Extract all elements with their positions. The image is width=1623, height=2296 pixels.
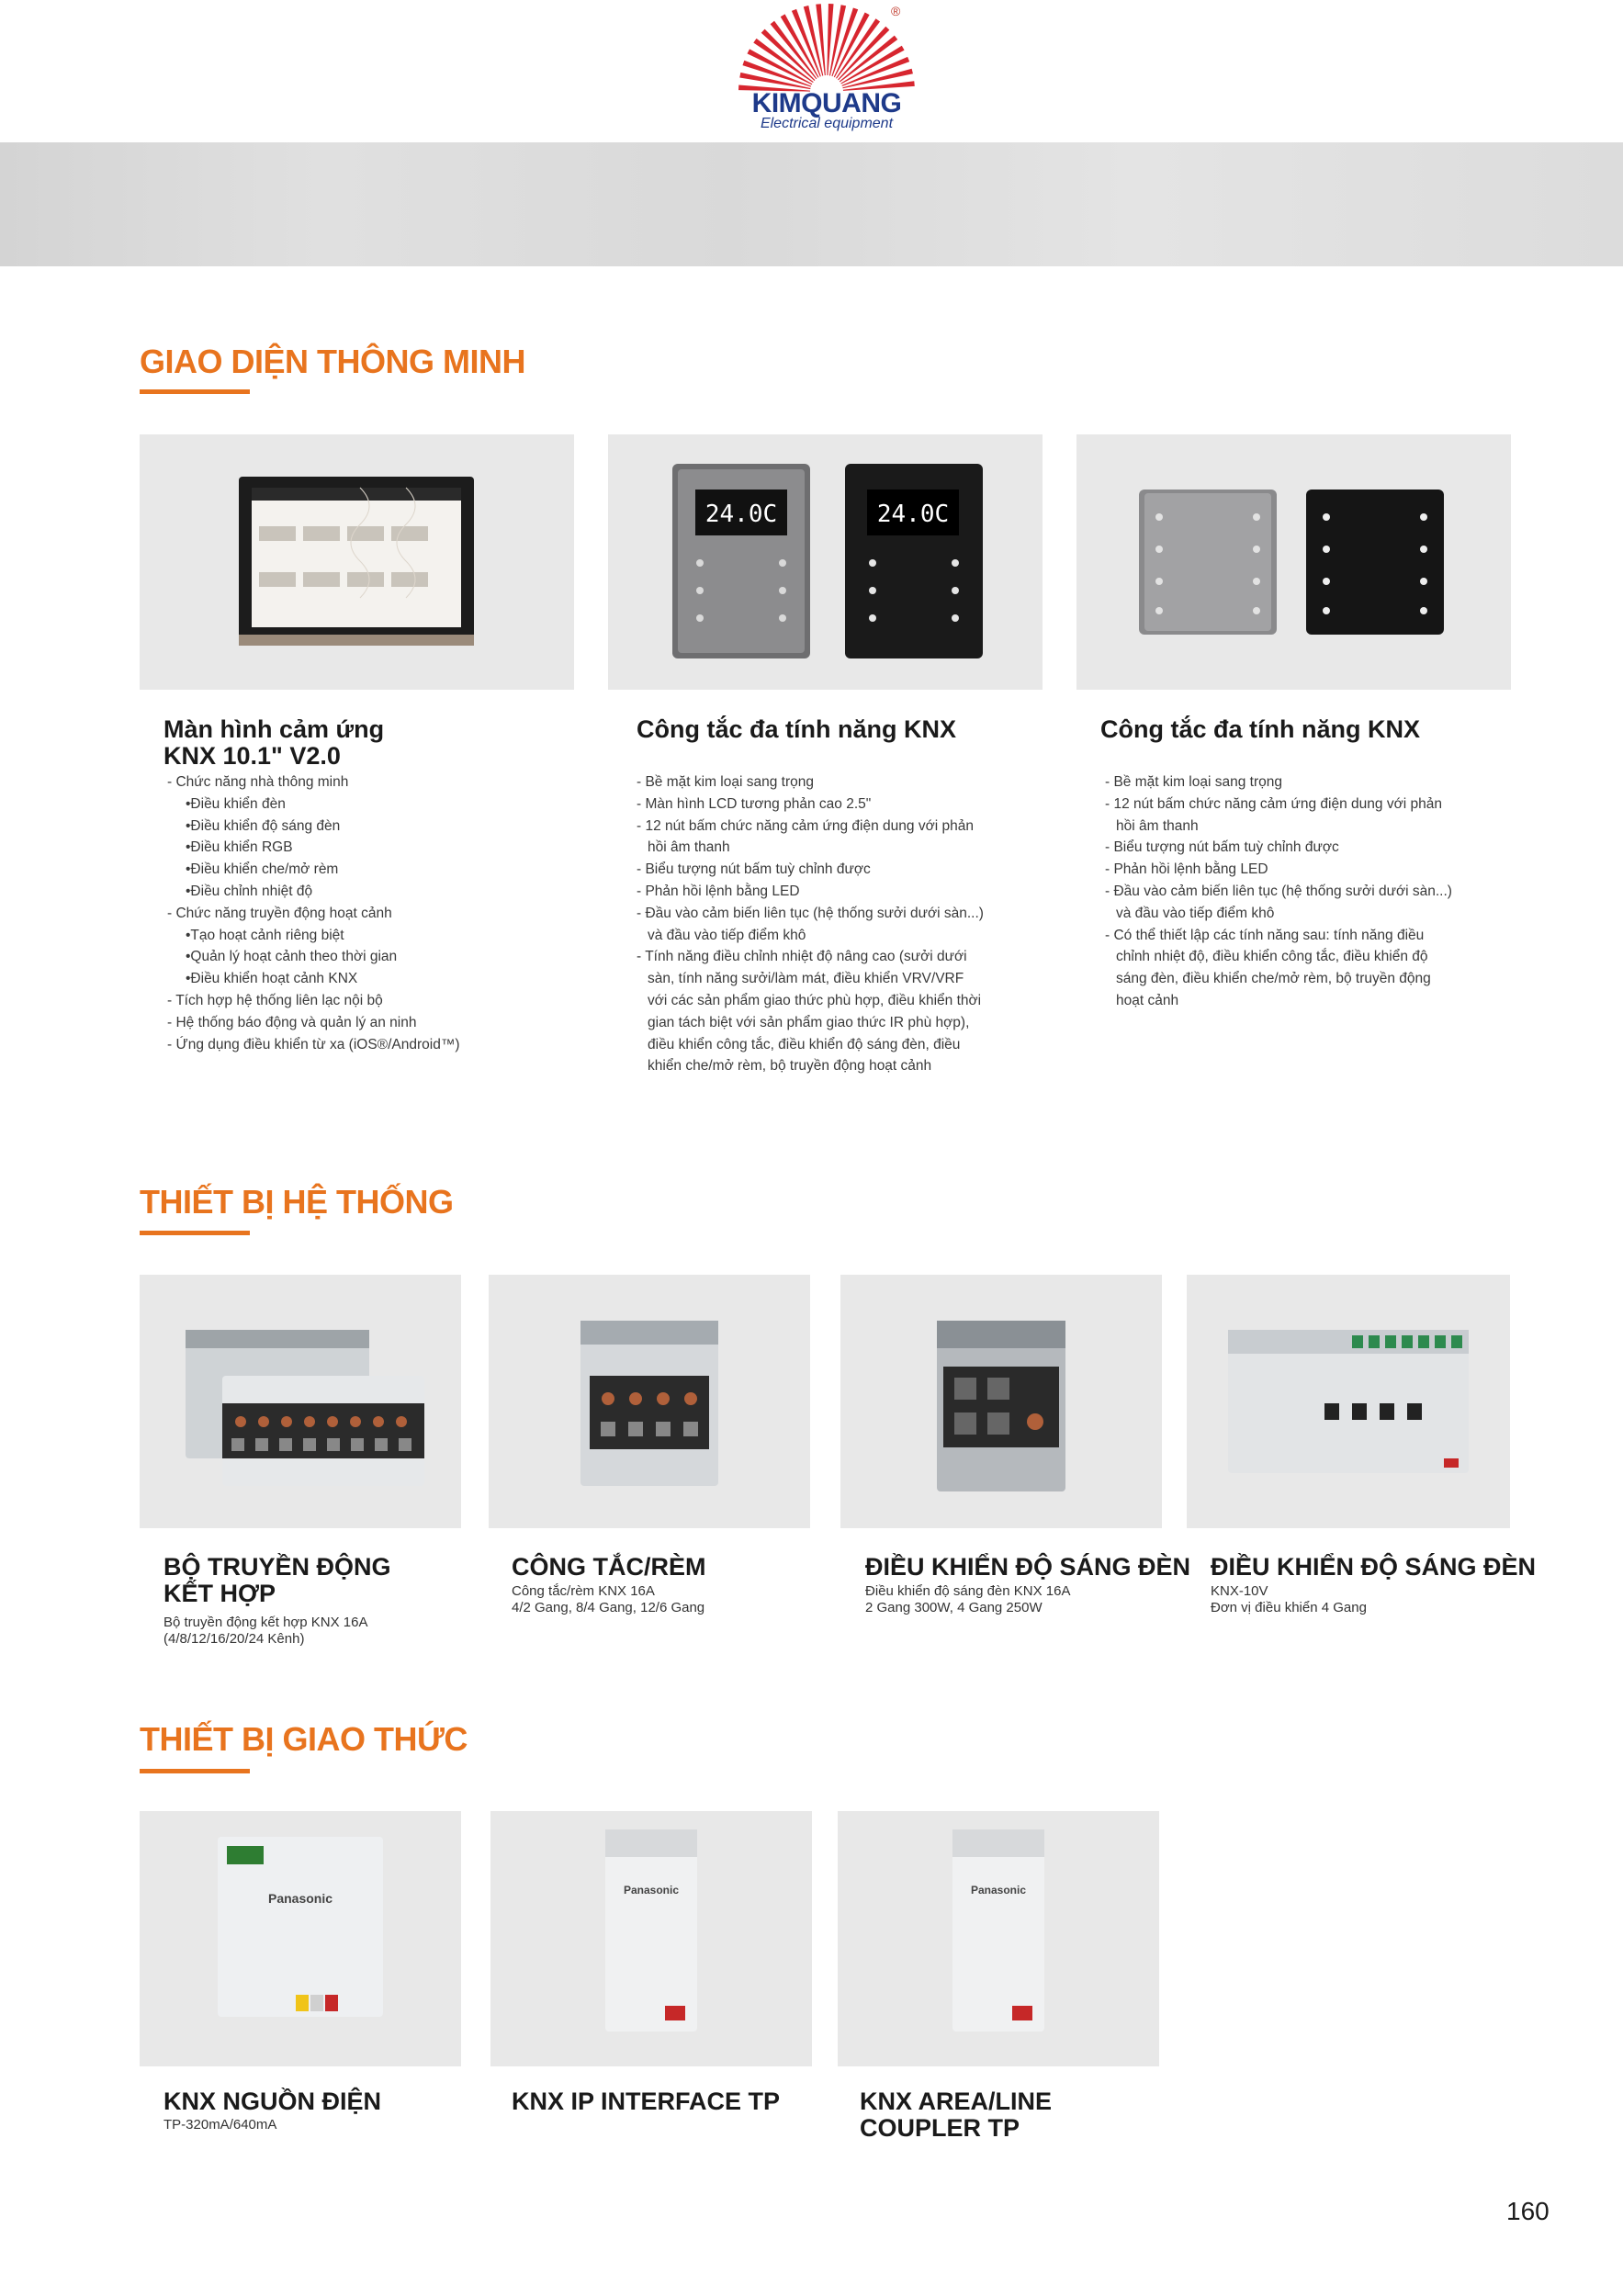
knx-switch-lcd-image — [608, 434, 1043, 690]
feature-line: - Biểu tượng nút bấm tuỳ chỉnh được — [637, 861, 871, 878]
feature-line: hồi âm thanh — [648, 839, 730, 856]
section-underline — [140, 389, 250, 394]
feature-line: sáng đèn, điều khiển che/mở rèm, bộ truyền động — [1116, 971, 1431, 987]
feature-line: hồi âm thanh — [1116, 817, 1199, 834]
feature-line: hoạt cảnh — [1116, 992, 1179, 1008]
knx-switch-title: Công tắc đa tính năng KNX — [1100, 715, 1420, 743]
feature-line: - 12 nút bấm chức năng cảm ứng điện dung với phản — [637, 817, 974, 834]
section-title-system: THIẾT BỊ HỆ THỐNG — [140, 1183, 454, 1221]
registered-mark: ® — [891, 4, 901, 18]
dimmer-10v-image — [1187, 1275, 1510, 1528]
feature-line: chỉnh nhiệt độ, điều khiển công tắc, điều khiển độ — [1116, 949, 1428, 965]
company-logo — [716, 0, 937, 136]
svg-text:Panasonic: Panasonic — [623, 1884, 680, 1896]
feature-line: •Điều khiển đèn — [186, 795, 286, 812]
feature-line: •Điều chỉnh nhiệt độ — [186, 883, 313, 899]
knx-switch-lcd-title: Công tắc đa tính năng KNX — [637, 715, 956, 743]
coupler-title: KNX AREA/LINE COUPLER TP — [860, 2088, 1053, 2142]
combination-actuator-image — [140, 1275, 461, 1528]
feature-line: - Chức năng truyền động hoạt cảnh — [167, 905, 392, 921]
feature-line: - Phản hồi lệnh bằng LED — [637, 883, 800, 899]
feature-line: - 12 nút bấm chức năng cảm ứng điện dung với phản — [1105, 795, 1442, 812]
knx-switch-lcd-features — [637, 771, 984, 1077]
feature-line: - Đầu vào cảm biến liên tục (hệ thống sưởi dưới sàn...) — [1105, 883, 1452, 899]
feature-line: - Tính năng điều chỉnh nhiệt độ nâng cao (sưởi dưới — [637, 949, 967, 965]
feature-line: - Ứng dụng điều khiển từ xa (iOS®/Android™) — [167, 1036, 460, 1052]
switch-blind-subtitle: Công tắc/rèm KNX 16A 4/2 Gang, 8/4 Gang, 12/6 Gang — [512, 1583, 705, 1615]
feature-line: sàn, tính năng sưởi/làm mát, điều khiển VRV/VRF — [648, 971, 964, 987]
panasonic-label: Panasonic — [267, 1891, 333, 1906]
logo-brand-text: KIMQUANG — [751, 88, 902, 118]
feature-line: •Điều khiển hoạt cảnh KNX — [186, 971, 358, 987]
section-title-protocol: THIẾT BỊ GIAO THỨC — [140, 1720, 468, 1758]
dimmer-subtitle: Điều khiển độ sáng đèn KNX 16A 2 Gang 300W, 4 Gang 250W — [865, 1583, 1071, 1615]
lcd-temp-text: 24.0C — [704, 501, 778, 528]
svg-text:24.0C: 24.0C — [876, 501, 950, 528]
switch-blind-image — [489, 1275, 810, 1528]
feature-line: - Phản hồi lệnh bằng LED — [1105, 861, 1268, 878]
feature-line: - Có thể thiết lập các tính năng sau: tính năng điều — [1105, 927, 1425, 943]
feature-line: •Quản lý hoạt cảnh theo thời gian — [186, 949, 398, 965]
feature-line: khiển che/mở rèm, bộ truyền động hoạt cảnh — [648, 1058, 932, 1075]
feature-line: - Màn hình LCD tương phản cao 2.5" — [637, 795, 872, 812]
header-banner — [0, 142, 1623, 266]
feature-line: - Đầu vào cảm biến liên tục (hệ thống sưởi dưới sàn...) — [637, 905, 984, 921]
switch-blind-title: CÔNG TẮC/RÈM — [512, 1553, 706, 1581]
dimmer-title: ĐIỀU KHIỂN ĐỘ SÁNG ĐÈN — [865, 1553, 1191, 1581]
section-underline — [140, 1231, 250, 1235]
feature-line: gian tách biệt với sản phẩm giao thức IR phù hợp), — [648, 1014, 970, 1030]
touch-panel-title: Màn hình cảm ứng KNX 10.1" V2.0 — [163, 715, 385, 770]
sunburst-logo-icon — [716, 0, 937, 92]
section-underline — [140, 1769, 250, 1773]
knx-switch-features — [1105, 771, 1452, 1012]
feature-line: và đầu vào tiếp điểm khô — [648, 927, 806, 943]
combination-actuator-title: BỘ TRUYỀN ĐỘNG KẾT HỢP — [163, 1553, 391, 1607]
feature-line: với các sản phẩm giao thức phù hợp, điều khiển thời — [648, 992, 982, 1008]
feature-line: - Biểu tượng nút bấm tuỳ chỉnh được — [1105, 839, 1339, 856]
feature-line: •Điều khiển RGB — [186, 839, 293, 856]
feature-line: - Hệ thống báo động và quản lý an ninh — [167, 1014, 417, 1030]
feature-line: •Điều khiển che/mở rèm — [186, 861, 339, 878]
feature-line: •Tạo hoạt cảnh riêng biệt — [186, 927, 344, 943]
dimmer-image — [840, 1275, 1162, 1528]
feature-line: - Bề mặt kim loại sang trọng — [637, 774, 814, 790]
power-supply-subtitle: TP-320mA/640mA — [163, 2117, 277, 2133]
coupler-image — [838, 1811, 1159, 2066]
section-title-smart-ui: GIAO DIỆN THÔNG MINH — [140, 343, 525, 380]
feature-line: điều khiển công tắc, điều khiển độ sáng đèn, điều — [648, 1036, 961, 1052]
power-supply-title: KNX NGUỒN ĐIỆN — [163, 2088, 382, 2115]
feature-line: - Bề mặt kim loại sang trọng — [1105, 774, 1282, 790]
dimmer-10v-title: ĐIỀU KHIỂN ĐỘ SÁNG ĐÈN — [1211, 1553, 1537, 1581]
ip-interface-image — [490, 1811, 812, 2066]
power-supply-image — [140, 1811, 461, 2066]
ip-interface-title: KNX IP INTERFACE TP — [512, 2088, 781, 2115]
touch-panel-image — [140, 434, 574, 690]
combination-actuator-subtitle: Bộ truyền động kết hợp KNX 16A (4/8/12/16/20/24 Kênh) — [163, 1615, 368, 1647]
logo-tagline: Electrical equipment — [760, 116, 894, 131]
knx-switch-image — [1076, 434, 1511, 690]
feature-line: - Chức năng nhà thông minh — [167, 774, 349, 790]
page-number: 160 — [1506, 2197, 1550, 2225]
feature-line: •Điều khiển độ sáng đèn — [186, 817, 341, 834]
feature-line: - Tích hợp hệ thống liên lạc nội bộ — [167, 992, 383, 1008]
touch-panel-features — [167, 771, 460, 1055]
dimmer-10v-subtitle: KNX-10V Đơn vị điều khiển 4 Gang — [1211, 1583, 1367, 1615]
feature-line: và đầu vào tiếp điểm khô — [1116, 905, 1275, 921]
svg-text:Panasonic: Panasonic — [970, 1884, 1027, 1896]
